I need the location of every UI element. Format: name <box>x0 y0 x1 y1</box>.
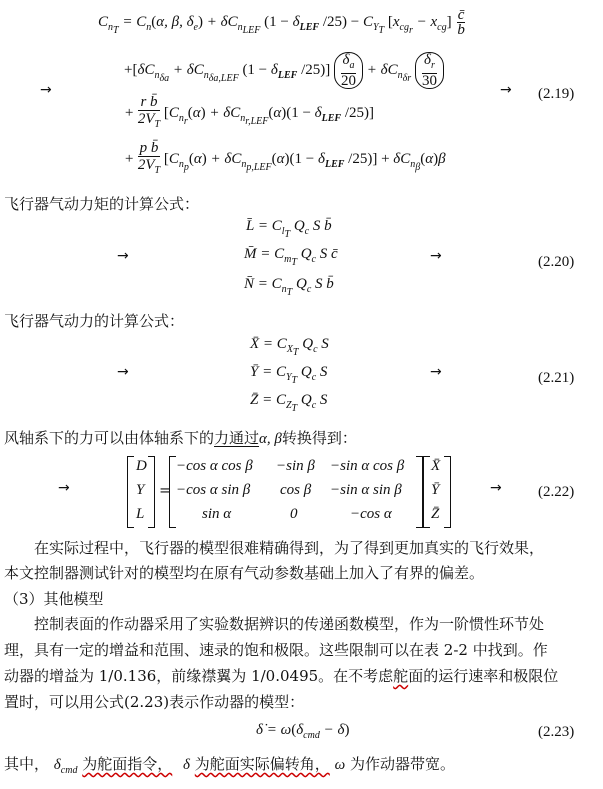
eq222-m-1-1: cos β <box>280 482 312 498</box>
eq221-line-Z: Z̄ = $C_{Z_T}$ $Q_c$ S <box>250 392 328 414</box>
eq222-arrow-left: → <box>58 480 70 496</box>
eq221-arrow-left: → <box>117 364 129 380</box>
eq222-rhs-vector <box>424 456 450 528</box>
eq222-m-0-2: −sin α cos β <box>330 458 405 474</box>
para2-line4: 置时，可以用公式(2.23)表示作动器的模型： <box>4 693 305 711</box>
eq220-arrow-right: → <box>430 248 442 264</box>
eq222-m-2-0: sin α <box>202 506 232 522</box>
eq219-number: (2.19) <box>538 86 575 102</box>
force-heading: 飞行器气动力的计算公式： <box>4 312 185 330</box>
eq223-number: (2.23) <box>538 724 575 740</box>
eq222-number: (2.22) <box>538 484 575 500</box>
eq222-lhs-2: L <box>136 506 145 522</box>
eq222-m-0-0: −cos α cos β <box>176 458 253 474</box>
where-line: 其中， $\delta_{cmd}$ 为舵面指令， δ 为舵面实际偏转角， ω 为作动器带宽。 <box>4 755 455 776</box>
wind-heading: 风轴系下的力可以由体轴系下的力通过α, β转换得到： <box>4 429 357 447</box>
eq222-m-2-2: −cos α <box>350 506 392 522</box>
eq222-m-1-2: −sin α sin β <box>330 482 402 498</box>
eq219-arrow-right: → <box>500 82 512 98</box>
eq219-line3: + $\frac{\text{r b̄}}{2V_T}$ [$C_{n_r}(\alpha) + \delta C_{n_{r,LEF}}(\alpha)(1 - \delta_{LEF}$ /25)] <box>124 94 375 130</box>
para2-line3: 动器的增益为 1/0.136，前缘襟翼为 1/0.0495。在不考虑舵面的运行速率和极限位 <box>4 667 559 685</box>
eq220-line-N: N̄ = $C_{n_T}$ $Q_c$ S b̄ <box>244 276 334 298</box>
para1-line1: 在实际过程中，飞行器的模型很难精确得到，为了得到更加真实的飞行效果， <box>4 539 545 557</box>
eq221-number: (2.21) <box>538 370 575 386</box>
para1-line2: 本文控制器测试针对的模型均在原有气动参数基础上加入了有界的偏差。 <box>4 564 485 582</box>
eq220-number: (2.20) <box>538 254 575 270</box>
eq222-lhs-vector <box>128 456 154 528</box>
eq222-rhs-1: Ȳ <box>431 482 440 498</box>
eq219-arrow-left: → <box>40 82 52 98</box>
eq222-arrow-right: → <box>490 480 502 496</box>
eq222-lhs-1: Y <box>136 482 145 498</box>
eq220-line-L: L̄ = $C_{l_T}$ $Q_c$ S b̄ <box>246 218 332 240</box>
eq222-m-0-1: −sin β <box>276 458 315 474</box>
eq223-expr: δ̇ = $\omega(\delta_{cmd} - \delta)$ <box>256 722 350 741</box>
eq220-line-M: M̄ = $C_{m_T}$ $Q_c$ S c̄ <box>244 246 338 268</box>
eq221-arrow-right: → <box>430 364 442 380</box>
eq219-line4: + $\frac{\text{p b̄}}{2V_T}$ [$C_{n_p}(\alpha) + \delta C_{n_{p,LEF}}(\alpha)(1 - \delta_{LEF}$ $/25)] + \delta C_{n_\beta}(\alpha)\beta$ <box>124 140 446 176</box>
eq222-rhs-2: Z̄ <box>431 506 440 522</box>
para2-line2: 理，具有一定的增益和范围、速录的饱和极限。这些限制可以在表 2-2 中找到。作 <box>4 641 548 659</box>
eq222-matrix <box>170 456 422 528</box>
para2-line1: 控制表面的作动器采用了实验数据辨识的传递函数模型，作为一阶惯性环节处 <box>4 615 545 633</box>
eq222-equals: = <box>159 481 172 499</box>
eq220-arrow-left: → <box>117 248 129 264</box>
eq219-line2: $+[\delta C_{n_{\delta a}} + \delta C_{n_{\delta a,LEF}}$ ($1 - \delta_{LEF}$ /25)] $\frac{\delta_a}{20}$ + $\delta C_{n_{\delta r}}$ $\frac{\delta_r}{30}$ <box>124 52 444 89</box>
eq219-line1: $C_{n_T} = C_n(\alpha$, β, $\delta_e) + \delta C_{n_{LEF}}$ ($1 - \delta_{LEF}$ $/25) - C_{Y_T}$ $[x_{cg_r} - x_{cg}]$ $\frac{c̄}{b}$ <box>98 7 465 38</box>
eq222-m-1-0: −cos α sin β <box>176 482 251 498</box>
eq221-line-Y: Ȳ = $C_{Y_T}$ $Q_c$ S <box>250 364 328 386</box>
eq222-m-2-1: 0 <box>290 506 298 522</box>
moment-heading: 飞行器气动力矩的计算公式： <box>4 195 200 213</box>
eq222-lhs-0: D <box>136 458 147 474</box>
eq221-line-X: X̄ = $C_{X_T}$ $Q_c$ S <box>250 336 329 358</box>
section3-heading: （3）其他模型 <box>4 590 104 608</box>
eq222-rhs-0: X̄ <box>431 458 441 474</box>
